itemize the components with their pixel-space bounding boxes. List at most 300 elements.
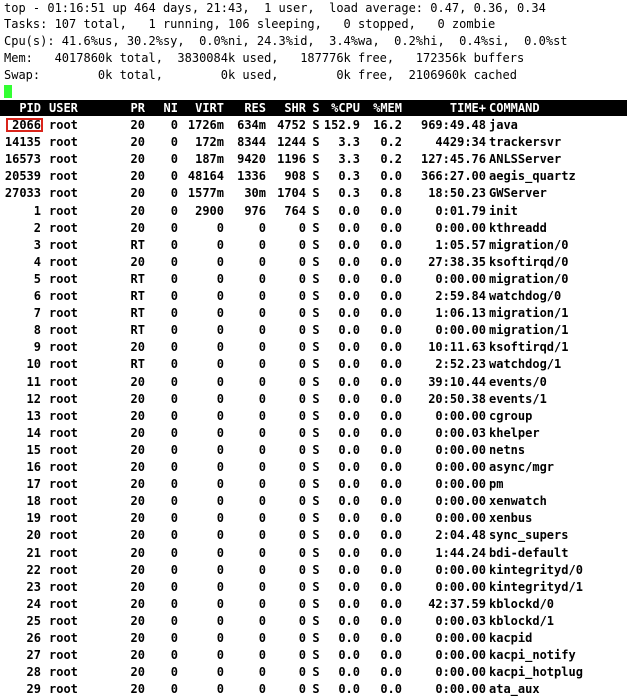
cell-mem: 0.0 (380, 546, 402, 560)
cell-shr: 908 (284, 169, 306, 183)
cell-mem: 0.0 (380, 460, 402, 474)
cell-res: 0 (258, 323, 266, 337)
cell-shr: 0 (298, 460, 306, 474)
cell-pr: 20 (130, 528, 145, 542)
cell-ni: 0 (170, 477, 178, 491)
cell-user: root (49, 563, 78, 577)
cell-cmd: cgroup (489, 409, 533, 423)
table-row[interactable] (0, 356, 627, 373)
table-row[interactable] (0, 339, 627, 356)
table-row[interactable] (0, 545, 627, 562)
cell-user: root (49, 118, 78, 132)
cell-ni: 0 (170, 221, 178, 235)
cell-virt: 0 (216, 323, 224, 337)
column-header-pr[interactable]: PR (130, 101, 145, 115)
cell-pid: 12 (26, 392, 41, 406)
cell-cpu: 0.0 (338, 272, 360, 286)
table-row[interactable] (0, 254, 627, 271)
cell-s: S (312, 563, 320, 577)
cell-pid: 29 (26, 682, 41, 696)
cell-time: 0:00.00 (435, 665, 486, 679)
cell-s: S (312, 375, 320, 389)
cell-res: 0 (258, 238, 266, 252)
cell-cpu: 0.0 (338, 580, 360, 594)
cell-time: 1:05.57 (435, 238, 486, 252)
cell-pr: 20 (130, 631, 145, 645)
cell-time: 18:50.23 (428, 186, 486, 200)
column-header-shr[interactable]: SHR (284, 101, 306, 115)
table-row[interactable] (0, 442, 627, 459)
cell-time: 0:00.00 (435, 323, 486, 337)
cell-pr: 20 (130, 443, 145, 457)
cell-user: root (49, 528, 78, 542)
cell-cpu: 0.0 (338, 648, 360, 662)
cell-pr: 20 (130, 392, 145, 406)
table-row[interactable] (0, 134, 627, 151)
table-row[interactable] (0, 203, 627, 220)
cell-cpu: 0.3 (338, 186, 360, 200)
cell-pid: 18 (26, 494, 41, 508)
cell-cmd: kacpi_hotplug (489, 665, 583, 679)
cell-virt: 0 (216, 648, 224, 662)
cell-cmd: events/1 (489, 392, 547, 406)
cell-mem: 0.0 (380, 392, 402, 406)
cell-mem: 0.0 (380, 289, 402, 303)
cell-shr: 0 (298, 682, 306, 696)
cell-cpu: 0.0 (338, 289, 360, 303)
cell-time: 0:01.79 (435, 204, 486, 218)
cell-pid: 22 (26, 563, 41, 577)
cell-s: S (312, 289, 320, 303)
cell-virt: 1577m (187, 186, 224, 200)
cell-user: root (49, 426, 78, 440)
cell-s: S (312, 477, 320, 491)
cell-time: 1:44.24 (435, 546, 486, 560)
cell-res: 8344 (237, 135, 266, 149)
cell-time: 0:00.03 (435, 426, 486, 440)
cell-pr: 20 (130, 255, 145, 269)
cell-res: 1336 (237, 169, 266, 183)
cell-user: root (49, 477, 78, 491)
cell-pr: 20 (130, 460, 145, 474)
cell-user: root (49, 631, 78, 645)
cell-shr: 1196 (277, 152, 306, 166)
cell-shr: 0 (298, 665, 306, 679)
cell-virt: 0 (216, 443, 224, 457)
cell-cmd: pm (489, 477, 504, 491)
cell-pid: 2066 (12, 118, 41, 132)
summary-mem-line: Mem: 4017860k total, 3830084k used, 187776k free, 172356k buffers (4, 51, 525, 65)
cell-res: 0 (258, 563, 266, 577)
cell-s: S (312, 511, 320, 525)
cell-res: 0 (258, 255, 266, 269)
cell-pr: 20 (130, 135, 145, 149)
cell-virt: 0 (216, 494, 224, 508)
cell-time: 0:00.00 (435, 443, 486, 457)
cell-s: S (312, 546, 320, 560)
cell-ni: 0 (170, 375, 178, 389)
cell-pid: 1 (33, 204, 41, 218)
column-header-pid[interactable]: PID (19, 101, 41, 115)
cell-time: 0:00.00 (435, 477, 486, 491)
table-row[interactable] (0, 391, 627, 408)
cell-pr: 20 (130, 682, 145, 696)
cell-ni: 0 (170, 460, 178, 474)
cell-res: 30m (244, 186, 266, 200)
cell-pr: 20 (130, 494, 145, 508)
cell-ni: 0 (170, 255, 178, 269)
cell-pid: 8 (33, 323, 41, 337)
cell-mem: 0.0 (380, 648, 402, 662)
cell-virt: 0 (216, 238, 224, 252)
cell-mem: 0.0 (380, 580, 402, 594)
table-row[interactable] (0, 322, 627, 339)
cell-shr: 0 (298, 528, 306, 542)
cell-s: S (312, 494, 320, 508)
table-row[interactable] (0, 425, 627, 442)
cell-s: S (312, 665, 320, 679)
cell-mem: 0.0 (380, 528, 402, 542)
cell-virt: 0 (216, 563, 224, 577)
cell-pr: 20 (130, 563, 145, 577)
cell-virt: 0 (216, 460, 224, 474)
cell-cmd: events/0 (489, 375, 547, 389)
table-row[interactable] (0, 630, 627, 647)
cell-virt: 0 (216, 221, 224, 235)
cell-shr: 0 (298, 426, 306, 440)
table-row[interactable] (0, 117, 627, 134)
cell-pr: 20 (130, 614, 145, 628)
cell-mem: 16.2 (373, 118, 402, 132)
cell-ni: 0 (170, 118, 178, 132)
cell-s: S (312, 186, 320, 200)
table-row[interactable] (0, 681, 627, 696)
cell-s: S (312, 169, 320, 183)
cell-virt: 0 (216, 289, 224, 303)
cell-s: S (312, 682, 320, 696)
cell-ni: 0 (170, 306, 178, 320)
cell-pid: 14 (26, 426, 41, 440)
cell-cpu: 0.0 (338, 426, 360, 440)
cell-mem: 0.0 (380, 323, 402, 337)
cell-s: S (312, 528, 320, 542)
column-header-s[interactable]: S (312, 101, 320, 115)
cell-pid: 27 (26, 648, 41, 662)
table-row[interactable] (0, 664, 627, 681)
cell-mem: 0.0 (380, 597, 402, 611)
column-header-virt[interactable]: VIRT (195, 101, 224, 115)
cell-pr: RT (130, 289, 145, 303)
cell-res: 0 (258, 375, 266, 389)
cell-shr: 0 (298, 323, 306, 337)
cell-pid: 17 (26, 477, 41, 491)
table-row[interactable] (0, 408, 627, 425)
table-row[interactable] (0, 168, 627, 185)
cell-user: root (49, 546, 78, 560)
cell-pr: 20 (130, 221, 145, 235)
cell-virt: 0 (216, 255, 224, 269)
cell-user: root (49, 665, 78, 679)
cell-virt: 0 (216, 357, 224, 371)
cell-pid: 2 (33, 221, 41, 235)
cell-user: root (49, 152, 78, 166)
cell-cpu: 0.0 (338, 392, 360, 406)
cell-cmd: migration/1 (489, 323, 569, 337)
cell-cmd: kthreadd (489, 221, 547, 235)
column-header-user[interactable]: USER (49, 101, 78, 115)
cell-user: root (49, 614, 78, 628)
cell-cpu: 0.0 (338, 665, 360, 679)
cell-res: 0 (258, 289, 266, 303)
table-row[interactable] (0, 510, 627, 527)
cell-cmd: migration/0 (489, 238, 569, 252)
table-row[interactable] (0, 185, 627, 202)
table-row[interactable] (0, 493, 627, 510)
summary-tasks-line: Tasks: 107 total, 1 running, 106 sleeping, 0 stopped, 0 zombie (4, 17, 496, 31)
cell-s: S (312, 340, 320, 354)
cell-pr: 20 (130, 546, 145, 560)
cell-shr: 0 (298, 443, 306, 457)
table-row[interactable] (0, 613, 627, 630)
cell-ni: 0 (170, 409, 178, 423)
cell-cpu: 0.0 (338, 597, 360, 611)
table-row[interactable] (0, 237, 627, 254)
cell-cpu: 0.0 (338, 528, 360, 542)
cell-time: 0:00.00 (435, 580, 486, 594)
cell-cmd: kblockd/1 (489, 614, 555, 628)
cell-res: 0 (258, 546, 266, 560)
cell-shr: 0 (298, 357, 306, 371)
cell-pid: 4 (33, 255, 41, 269)
cell-res: 0 (258, 443, 266, 457)
cell-time: 2:52.23 (435, 357, 486, 371)
table-row[interactable] (0, 476, 627, 493)
column-header-ni[interactable]: NI (163, 101, 178, 115)
cell-res: 0 (258, 477, 266, 491)
table-row[interactable] (0, 596, 627, 613)
cell-cmd: watchdog/0 (489, 289, 562, 303)
cell-pid: 19 (26, 511, 41, 525)
table-row[interactable] (0, 305, 627, 322)
cell-ni: 0 (170, 152, 178, 166)
terminal-cursor[interactable] (4, 85, 12, 98)
cell-pr: RT (130, 323, 145, 337)
table-row[interactable] (0, 527, 627, 544)
cell-s: S (312, 204, 320, 218)
cell-cmd: GWServer (489, 186, 547, 200)
cell-res: 9420 (237, 152, 266, 166)
cell-shr: 0 (298, 494, 306, 508)
cell-user: root (49, 375, 78, 389)
cell-cmd: ksoftirqd/0 (489, 255, 569, 269)
summary-cpu-line: Cpu(s): 41.6%us, 30.2%sy, 0.0%ni, 24.3%id, 3.4%wa, 0.2%hi, 0.4%si, 0.0%st (4, 34, 568, 48)
cell-ni: 0 (170, 238, 178, 252)
cell-user: root (49, 392, 78, 406)
cell-s: S (312, 221, 320, 235)
cell-mem: 0.0 (380, 169, 402, 183)
cell-cmd: watchdog/1 (489, 357, 562, 371)
cell-user: root (49, 186, 78, 200)
cell-ni: 0 (170, 323, 178, 337)
column-header-res[interactable]: RES (244, 101, 266, 115)
cell-shr: 0 (298, 597, 306, 611)
cell-shr: 1244 (277, 135, 306, 149)
table-row[interactable] (0, 288, 627, 305)
cell-cmd: async/mgr (489, 460, 555, 474)
cell-res: 0 (258, 665, 266, 679)
cell-cmd: ata_aux (489, 682, 540, 696)
column-header-time[interactable]: TIME+ (449, 101, 486, 115)
cell-pid: 16 (26, 460, 41, 474)
cell-shr: 0 (298, 375, 306, 389)
cell-cpu: 152.9 (323, 118, 360, 132)
cell-ni: 0 (170, 272, 178, 286)
cell-s: S (312, 152, 320, 166)
cell-cpu: 0.0 (338, 221, 360, 235)
cell-cpu: 0.0 (338, 546, 360, 560)
cell-mem: 0.0 (380, 375, 402, 389)
cell-virt: 0 (216, 597, 224, 611)
table-row[interactable] (0, 271, 627, 288)
table-row[interactable] (0, 459, 627, 476)
cell-cpu: 0.0 (338, 631, 360, 645)
cell-pid: 25 (26, 614, 41, 628)
table-row[interactable] (0, 151, 627, 168)
cell-pr: RT (130, 272, 145, 286)
cell-res: 0 (258, 221, 266, 235)
cell-shr: 0 (298, 221, 306, 235)
cell-ni: 0 (170, 614, 178, 628)
cell-cpu: 0.0 (338, 443, 360, 457)
cell-cmd: netns (489, 443, 526, 457)
cell-virt: 0 (216, 340, 224, 354)
cell-pid: 11 (26, 375, 41, 389)
cell-s: S (312, 597, 320, 611)
cell-time: 2:04.48 (435, 528, 486, 542)
cell-shr: 0 (298, 546, 306, 560)
cell-time: 0:00.03 (435, 614, 486, 628)
cell-user: root (49, 357, 78, 371)
cell-cpu: 0.0 (338, 563, 360, 577)
cell-ni: 0 (170, 631, 178, 645)
cell-pid: 15 (26, 443, 41, 457)
cell-time: 10:11.63 (428, 340, 486, 354)
cell-pid: 23 (26, 580, 41, 594)
cell-ni: 0 (170, 665, 178, 679)
cell-cpu: 0.0 (338, 375, 360, 389)
cell-ni: 0 (170, 682, 178, 696)
table-row[interactable] (0, 647, 627, 664)
cell-shr: 764 (284, 204, 306, 218)
cell-cpu: 0.0 (338, 340, 360, 354)
cell-s: S (312, 357, 320, 371)
table-row[interactable] (0, 374, 627, 391)
cell-ni: 0 (170, 546, 178, 560)
cell-shr: 0 (298, 511, 306, 525)
cell-user: root (49, 272, 78, 286)
cell-ni: 0 (170, 597, 178, 611)
cell-user: root (49, 306, 78, 320)
table-row[interactable] (0, 220, 627, 237)
cell-s: S (312, 580, 320, 594)
cell-ni: 0 (170, 426, 178, 440)
cell-shr: 0 (298, 563, 306, 577)
cell-res: 976 (244, 204, 266, 218)
cell-user: root (49, 682, 78, 696)
cell-virt: 187m (195, 152, 224, 166)
cell-time: 39:10.44 (428, 375, 486, 389)
column-header-mem[interactable]: %MEM (373, 101, 402, 115)
cell-cpu: 0.3 (338, 169, 360, 183)
cell-res: 0 (258, 357, 266, 371)
cell-ni: 0 (170, 204, 178, 218)
cell-cmd: xenwatch (489, 494, 547, 508)
cell-shr: 0 (298, 648, 306, 662)
column-header-cmd[interactable]: COMMAND (489, 101, 540, 115)
cell-user: root (49, 597, 78, 611)
summary-swap-line: Swap: 0k total, 0k used, 0k free, 2106960k cached (4, 68, 517, 82)
cell-ni: 0 (170, 580, 178, 594)
cell-cpu: 0.0 (338, 494, 360, 508)
cell-s: S (312, 272, 320, 286)
cell-time: 0:00.00 (435, 631, 486, 645)
cell-res: 0 (258, 528, 266, 542)
cell-s: S (312, 118, 320, 132)
cell-virt: 2900 (195, 204, 224, 218)
cell-time: 0:00.00 (435, 648, 486, 662)
cell-cmd: kacpid (489, 631, 533, 645)
cell-mem: 0.0 (380, 443, 402, 457)
cell-cpu: 0.0 (338, 477, 360, 491)
cell-s: S (312, 306, 320, 320)
cell-time: 0:00.00 (435, 460, 486, 474)
table-row[interactable] (0, 579, 627, 596)
cell-s: S (312, 614, 320, 628)
cell-cpu: 3.3 (338, 152, 360, 166)
cell-mem: 0.0 (380, 272, 402, 286)
cell-virt: 0 (216, 392, 224, 406)
cell-s: S (312, 323, 320, 337)
cell-ni: 0 (170, 494, 178, 508)
cell-user: root (49, 460, 78, 474)
cell-cpu: 0.0 (338, 460, 360, 474)
cell-pr: 20 (130, 152, 145, 166)
cell-virt: 1726m (187, 118, 224, 132)
cell-ni: 0 (170, 648, 178, 662)
cell-mem: 0.0 (380, 340, 402, 354)
cell-res: 0 (258, 494, 266, 508)
cell-pr: 20 (130, 186, 145, 200)
cell-ni: 0 (170, 511, 178, 525)
table-row[interactable] (0, 562, 627, 579)
cell-virt: 0 (216, 580, 224, 594)
cell-mem: 0.0 (380, 255, 402, 269)
cell-pr: 20 (130, 597, 145, 611)
cell-mem: 0.0 (380, 563, 402, 577)
cell-shr: 0 (298, 272, 306, 286)
cell-virt: 0 (216, 631, 224, 645)
cell-s: S (312, 255, 320, 269)
cell-cmd: xenbus (489, 511, 533, 525)
cell-cmd: migration/0 (489, 272, 569, 286)
cell-mem: 0.0 (380, 221, 402, 235)
column-header-cpu[interactable]: %CPU (331, 101, 360, 115)
cell-res: 0 (258, 426, 266, 440)
cell-virt: 0 (216, 409, 224, 423)
cell-pid: 20539 (4, 169, 41, 183)
cell-s: S (312, 426, 320, 440)
cell-cmd: sync_supers (489, 528, 569, 542)
